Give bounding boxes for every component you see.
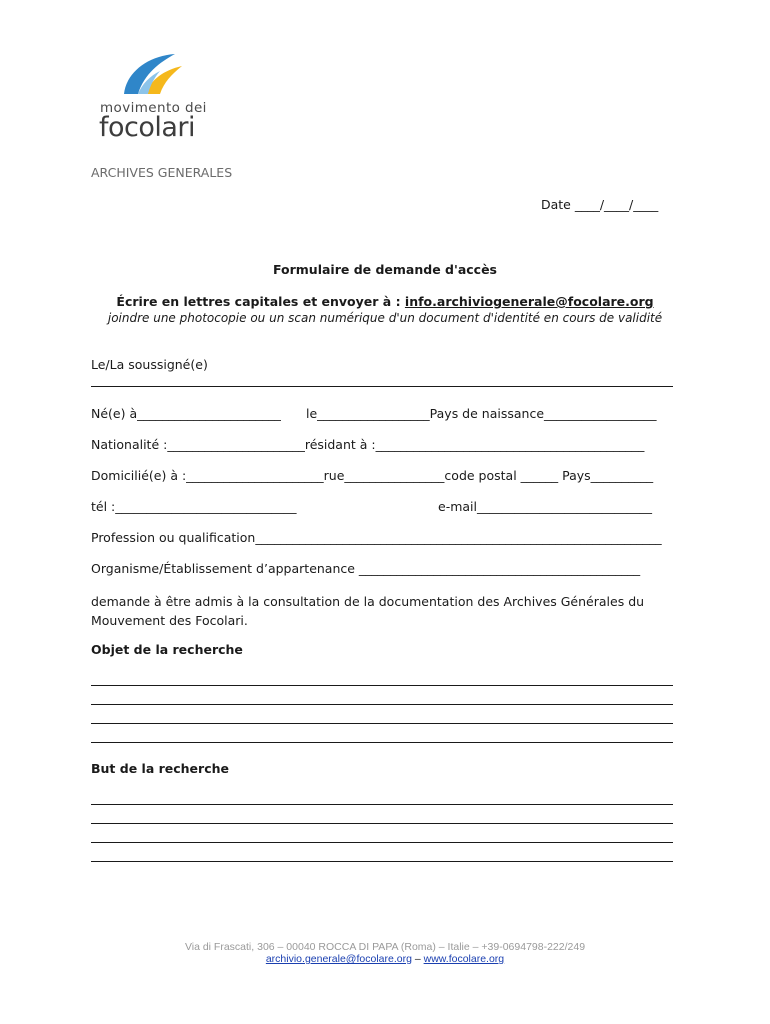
email-field[interactable]: e-mail____________________________ bbox=[438, 499, 652, 514]
research-object-line[interactable] bbox=[91, 742, 673, 743]
nationality-residence-field[interactable]: Nationalité :______________________résidant à :___________________________________________ bbox=[91, 437, 645, 452]
footer-separator: – bbox=[411, 953, 424, 965]
logo-text-bottom: focolari bbox=[99, 112, 196, 143]
footer-links bbox=[0, 953, 770, 965]
address-field[interactable]: Domicilié(e) à :______________________rue________________code postal ______ Pays__________ bbox=[91, 468, 654, 483]
footer-address: Via di Frascati, 306 – 00040 ROCCA DI PAPA (Roma) – Italie – +39-0694798-222/249 bbox=[184, 941, 586, 953]
research-object-line[interactable] bbox=[91, 685, 673, 686]
form-title: Formulaire de demande d'accès bbox=[273, 262, 497, 277]
footer-email-link[interactable]: archivio.generale@focolare.org bbox=[265, 953, 412, 965]
organisation-field[interactable]: Organisme/Établissement d’appartenance _____________________________________________ bbox=[91, 561, 641, 576]
focolari-logo-mark bbox=[120, 50, 210, 100]
date-field[interactable]: Date ____/____/____ bbox=[541, 197, 659, 212]
research-purpose-line[interactable] bbox=[91, 823, 673, 824]
request-statement: demande à être admis à la consultation de la documentation des Archives Générales du Mouvement des Focolari. bbox=[91, 594, 645, 628]
profession-field[interactable]: Profession ou qualification_________________________________________________________________ bbox=[91, 530, 662, 545]
form-instruction bbox=[0, 294, 770, 310]
research-object-line[interactable] bbox=[91, 723, 673, 724]
footer-website-link[interactable]: www.focolare.org bbox=[423, 953, 505, 965]
research-purpose-heading: But de la recherche bbox=[91, 761, 229, 776]
instruction-text: Écrire en lettres capitales et envoyer à : bbox=[116, 294, 405, 309]
research-object-heading: Objet de la recherche bbox=[91, 642, 243, 657]
undersigned-line[interactable] bbox=[91, 386, 673, 387]
birthplace-field[interactable]: Né(e) à_______________________ bbox=[91, 406, 281, 421]
research-purpose-line[interactable] bbox=[91, 861, 673, 862]
phone-field[interactable]: tél :_____________________________ bbox=[91, 499, 297, 514]
focolari-logo bbox=[100, 50, 230, 150]
birthdate-country-field[interactable]: le__________________Pays de naissance__________________ bbox=[306, 406, 657, 421]
instruction-email-link[interactable]: info.archiviogenerale@focolare.org bbox=[404, 294, 654, 309]
form-note: joindre une photocopie ou un scan numérique d'un document d'identité en cours de validité bbox=[107, 311, 663, 325]
archives-heading: ARCHIVES GENERALES bbox=[91, 165, 233, 180]
research-purpose-line[interactable] bbox=[91, 804, 673, 805]
logo-text-top: movimento dei bbox=[100, 100, 207, 116]
undersigned-label: Le/La soussigné(e) bbox=[91, 357, 208, 372]
research-purpose-line[interactable] bbox=[91, 842, 673, 843]
research-object-line[interactable] bbox=[91, 704, 673, 705]
